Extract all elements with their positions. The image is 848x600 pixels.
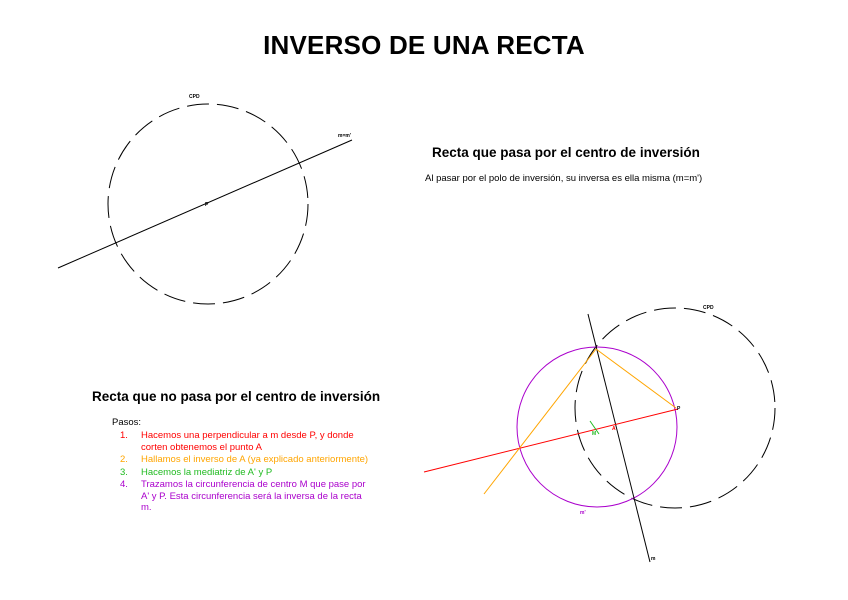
- step-number: 2.: [120, 454, 128, 465]
- step-number: 3.: [120, 466, 128, 478]
- point-p-label: P: [677, 406, 681, 412]
- step-number: 1.: [120, 430, 128, 441]
- step-text: Hacemos una perpendicular a m desde P, y donde corten obtenemos el punto A: [141, 430, 354, 453]
- perpendicular-red: [424, 409, 678, 472]
- point-a-label: A: [612, 426, 616, 432]
- step-item: [112, 467, 374, 479]
- line-label-1: m=m': [338, 133, 352, 139]
- step-item: [112, 430, 374, 453]
- inverse-circle-m-prime: [517, 347, 677, 507]
- diagram-line-through-center: [58, 94, 352, 304]
- section2-heading: Recta que no pasa por el centro de inversión: [92, 389, 381, 404]
- step-number: 4.: [120, 479, 128, 490]
- center-label-1: P: [205, 202, 209, 208]
- step-text: Trazamos la circunferencia de centro M que pase por A' y P. Esta circunferencia será la inversa de la recta m.: [141, 479, 366, 513]
- section1-heading: Recta que pasa por el centro de inversión: [432, 145, 700, 160]
- step-text: Hallamos el inverso de A (ya explicado anteriormente): [141, 454, 369, 465]
- page-title: INVERSO DE UNA RECTA: [263, 30, 585, 60]
- step-item: [112, 454, 374, 466]
- step-text: Hacemos la mediatriz de A' y P: [141, 466, 273, 478]
- steps-list: [112, 430, 374, 514]
- cpd-label-1: CPD: [189, 94, 200, 100]
- cpd-label-2: CPD: [703, 305, 714, 311]
- point-m-label: M: [592, 431, 597, 437]
- chord-orange: [596, 349, 676, 408]
- line-m-label: m: [651, 556, 656, 562]
- diagram-line-not-through-center: [424, 305, 775, 562]
- steps-title: Pasos:: [112, 417, 142, 428]
- line-m-2: [588, 314, 650, 562]
- steps-block: [112, 417, 374, 515]
- section1-note: Al pasar por el polo de inversión, su inversa es ella misma (m=m'): [425, 173, 703, 184]
- inverse-circle-label: m': [580, 510, 586, 516]
- step-item: [112, 479, 374, 514]
